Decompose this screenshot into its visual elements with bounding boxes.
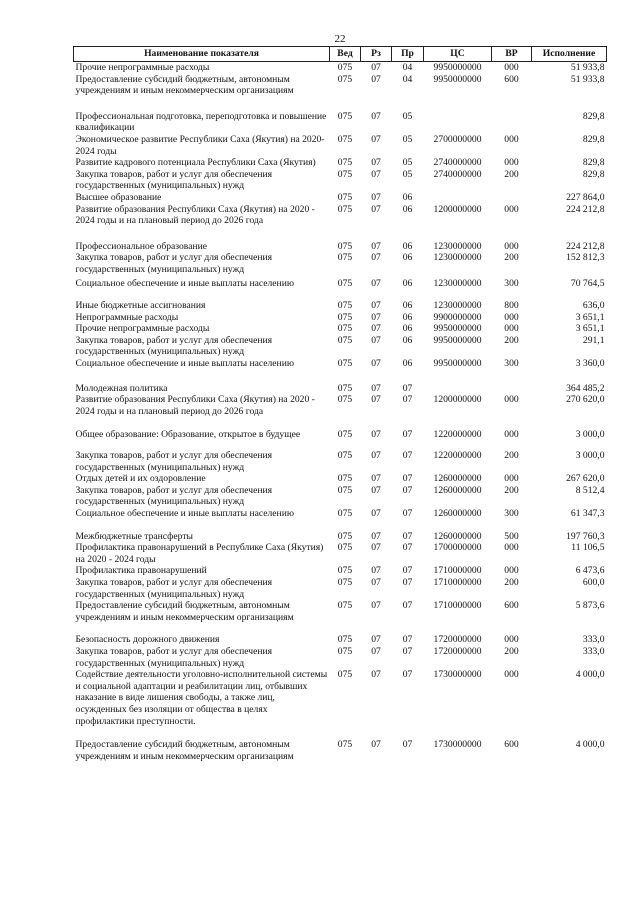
cell-rz: 07 (371, 394, 381, 406)
cell-pr: 06 (402, 252, 413, 264)
cell-ved: 075 (337, 62, 353, 73)
cell-rz: 07 (371, 157, 381, 169)
cell-ved: 075 (337, 323, 353, 335)
cell-exec: 51 933,8 (570, 73, 605, 85)
cell-cs: 1720000000 (433, 645, 482, 657)
row-spacer (74, 370, 607, 383)
cell-name: Экономическое развитие Республики Саха (Якутия) на 2020-2024 годы (75, 133, 325, 157)
cell-cs: 2740000000 (433, 168, 482, 180)
cell-pr: 07 (402, 600, 413, 612)
cell-exec: 70 764,5 (570, 277, 605, 289)
cell-vr: 200 (504, 484, 519, 496)
cell-exec: 829,8 (582, 133, 605, 145)
table-row (74, 300, 607, 312)
cell-vr: 500 (504, 530, 519, 542)
cell-exec: 197 760,3 (566, 530, 605, 542)
cell-vr: 600 (504, 600, 519, 612)
cell-vr: 300 (504, 358, 519, 370)
cell-vr: 300 (504, 277, 519, 289)
cell-vr: 600 (504, 73, 519, 85)
cell-name: Социальное обеспечение и иные выплаты населению (75, 277, 294, 289)
cell-name: Общее образование: Образование, открытое в будущее (75, 429, 301, 441)
cell-ved: 075 (337, 157, 353, 169)
cell-name: Развитие образования Республики Саха (Якутия) на 2020 - 2024 годы и на плановый период до 2026 года (75, 203, 315, 227)
table-row (74, 62, 607, 74)
cell-rz: 07 (371, 203, 381, 215)
cell-exec: 3 651,1 (575, 311, 605, 323)
cell-cs: 1230000000 (433, 300, 482, 312)
cell-pr: 06 (402, 323, 413, 335)
cell-cs: 1710000000 (433, 576, 482, 588)
cell-ved: 075 (337, 645, 353, 657)
cell-pr: 06 (402, 277, 413, 289)
cell-exec: 267 620,0 (566, 473, 605, 485)
cell-cs: 1230000000 (433, 252, 482, 264)
table-row (74, 111, 607, 134)
cell-vr: 000 (504, 157, 519, 169)
cell-ved: 075 (337, 334, 353, 346)
cell-cs (424, 383, 492, 395)
cell-pr: 06 (402, 203, 413, 215)
cell-rz: 07 (371, 323, 381, 335)
table-row (74, 383, 607, 395)
cell-cs: 1220000000 (433, 450, 482, 462)
cell-rz: 07 (371, 484, 381, 496)
cell-rz: 07 (371, 542, 381, 554)
table-row (74, 485, 607, 508)
table-row (74, 394, 607, 417)
cell-rz: 07 (371, 168, 381, 180)
cell-ved: 075 (337, 133, 353, 145)
table-row (74, 358, 607, 370)
table-row (74, 565, 607, 577)
table-body (74, 62, 607, 763)
cell-ved: 075 (337, 530, 353, 542)
table-row (74, 531, 607, 543)
cell-name: Молодежная политика (75, 382, 168, 394)
cell-exec: 333,0 (582, 645, 605, 657)
table-row (74, 577, 607, 600)
table-row (74, 169, 607, 192)
header-name: Наименование показателя (74, 47, 330, 62)
cell-pr: 04 (402, 62, 413, 73)
cell-exec: 3 000,0 (575, 450, 605, 462)
cell-pr: 06 (402, 334, 413, 346)
cell-rz: 07 (371, 429, 381, 441)
table-row (74, 278, 607, 290)
cell-pr: 05 (402, 168, 413, 180)
row-spacer (74, 520, 607, 531)
cell-cs: 1730000000 (433, 669, 482, 681)
cell-vr: 600 (504, 739, 519, 751)
cell-cs: 9950000000 (433, 358, 482, 370)
cell-rz: 07 (371, 110, 381, 122)
cell-vr: 200 (504, 450, 519, 462)
cell-name: Профессиональное образование (75, 240, 207, 252)
cell-pr: 07 (402, 450, 413, 462)
cell-pr: 06 (402, 311, 413, 323)
cell-name: Профилактика правонарушений в Республике Саха (Якутия) на 2020 - 2024 годы (75, 542, 324, 565)
cell-exec: 11 106,5 (571, 542, 605, 554)
row-spacer (74, 417, 607, 429)
cell-cs: 1720000000 (433, 634, 482, 646)
cell-cs: 1220000000 (433, 429, 482, 441)
cell-ved: 075 (337, 277, 353, 289)
cell-exec: 291,1 (582, 334, 605, 346)
header-ved: Вед (330, 47, 361, 62)
cell-pr: 07 (402, 530, 413, 542)
cell-pr: 07 (402, 382, 413, 394)
cell-rz: 07 (371, 277, 381, 289)
cell-ved: 075 (337, 576, 353, 588)
cell-ved: 075 (337, 542, 353, 554)
table-row (74, 739, 607, 762)
header-cs: ЦС (424, 47, 492, 62)
cell-exec: 3 651,1 (575, 323, 605, 335)
table-row (74, 74, 607, 97)
cell-exec: 61 347,3 (570, 508, 605, 519)
cell-ved: 075 (337, 565, 353, 577)
cell-vr: 000 (504, 203, 519, 215)
cell-pr: 07 (402, 484, 413, 496)
cell-name: Межбюджетные трансферты (75, 530, 193, 542)
cell-cs: 1230000000 (433, 240, 482, 252)
table-row (74, 192, 607, 204)
table-row (74, 323, 607, 335)
table-row (74, 157, 607, 169)
cell-name: Закупка товаров, работ и услуг для обеспечения государственных (муниципальных) нужд (75, 645, 273, 669)
cell-cs: 9900000000 (433, 311, 482, 323)
cell-name: Высшее образование (75, 191, 162, 203)
cell-vr: 200 (504, 334, 519, 346)
header-pr: Пр (392, 47, 424, 62)
cell-pr: 07 (402, 508, 413, 519)
cell-name: Прочие непрограммные расходы (75, 62, 210, 73)
cell-pr: 07 (402, 542, 413, 554)
row-spacer (74, 227, 607, 241)
cell-rz: 07 (371, 565, 381, 577)
cell-ved: 075 (337, 203, 353, 215)
cell-name: Развитие образования Республики Саха (Якутия) на 2020 - 2024 годы и на плановый период до 2026 года (75, 394, 315, 417)
table-row (74, 600, 607, 623)
cell-vr (492, 111, 532, 134)
table-row (74, 252, 607, 275)
budget-table-container (73, 46, 606, 762)
cell-name: Иные бюджетные ассигнования (75, 300, 206, 312)
cell-vr (492, 383, 532, 395)
cell-exec: 3 360,0 (575, 358, 605, 370)
cell-cs: 1710000000 (433, 565, 482, 577)
cell-vr: 000 (504, 565, 519, 577)
cell-rz: 07 (371, 191, 381, 203)
cell-pr: 07 (402, 576, 413, 588)
cell-rz: 07 (371, 473, 381, 485)
cell-vr: 000 (504, 62, 519, 73)
cell-ved: 075 (337, 252, 353, 264)
cell-ved: 075 (337, 300, 353, 312)
cell-vr: 000 (504, 323, 519, 335)
cell-cs: 2700000000 (433, 133, 482, 145)
cell-exec: 4 000,0 (575, 739, 605, 751)
cell-rz: 07 (371, 576, 381, 588)
cell-name: Закупка товаров, работ и услуг для обеспечения государственных (муниципальных) нужд (75, 450, 273, 473)
table-row (74, 312, 607, 324)
cell-vr: 200 (504, 576, 519, 588)
cell-exec: 600,0 (582, 576, 605, 588)
cell-rz: 07 (371, 311, 381, 323)
cell-name: Непрограммные расходы (75, 311, 179, 323)
cell-pr: 06 (402, 358, 413, 370)
cell-vr: 000 (504, 669, 519, 681)
cell-exec: 152 812,3 (566, 252, 605, 264)
cell-ved: 075 (337, 634, 353, 646)
cell-exec: 333,0 (582, 634, 605, 646)
cell-vr: 000 (504, 394, 519, 406)
cell-cs: 9950000000 (433, 334, 482, 346)
page-number: 22 (334, 33, 346, 45)
cell-cs: 1730000000 (433, 739, 482, 751)
cell-vr: 000 (504, 240, 519, 252)
header-vr: ВР (492, 47, 532, 62)
cell-exec: 3 000,0 (575, 429, 605, 441)
cell-cs: 1260000000 (433, 530, 482, 542)
cell-ved: 075 (337, 739, 353, 751)
cell-pr: 07 (402, 473, 413, 485)
cell-exec: 829,8 (582, 168, 605, 180)
cell-pr: 06 (402, 300, 413, 312)
cell-pr: 07 (402, 669, 413, 681)
cell-rz: 07 (371, 450, 381, 462)
cell-ved: 075 (337, 73, 353, 85)
cell-ved: 075 (337, 358, 353, 370)
cell-rz: 07 (371, 252, 381, 264)
cell-cs: 9950000000 (433, 323, 482, 335)
cell-vr: 200 (504, 645, 519, 657)
cell-ved: 075 (337, 484, 353, 496)
cell-name: Предоставление субсидий бюджетным, автономным учреждениям и иным некоммерческим организациям (75, 600, 294, 623)
cell-ved: 075 (337, 473, 353, 485)
header-rz: Рз (361, 47, 392, 62)
cell-name: Закупка товаров, работ и услуг для обеспечения государственных (муниципальных) нужд (75, 484, 273, 508)
cell-pr: 07 (402, 565, 413, 577)
cell-ved: 075 (337, 240, 353, 252)
cell-ved: 075 (337, 168, 353, 180)
cell-cs: 1200000000 (433, 394, 482, 406)
table-row (74, 669, 607, 727)
cell-vr: 000 (504, 429, 519, 441)
cell-cs: 1260000000 (433, 484, 482, 496)
cell-cs: 2740000000 (433, 157, 482, 169)
cell-exec: 270 620,0 (566, 394, 605, 406)
cell-name: Закупка товаров, работ и услуг для обеспечения государственных (муниципальных) нужд (75, 334, 273, 358)
cell-ved: 075 (337, 508, 353, 519)
cell-ved: 075 (337, 311, 353, 323)
table-row (74, 241, 607, 253)
table-row (74, 429, 607, 441)
cell-cs (424, 192, 492, 204)
budget-table (73, 46, 607, 762)
row-spacer (74, 289, 607, 300)
table-row (74, 542, 607, 565)
cell-vr: 300 (504, 508, 519, 519)
cell-rz: 07 (371, 634, 381, 646)
cell-cs: 1260000000 (433, 473, 482, 485)
cell-rz: 07 (371, 739, 381, 751)
cell-pr: 07 (402, 429, 413, 441)
row-spacer (74, 623, 607, 634)
cell-exec: 5 873,6 (575, 600, 605, 612)
cell-vr: 200 (504, 252, 519, 264)
cell-name: Социальное обеспечение и иные выплаты населению (75, 358, 294, 370)
cell-ved: 075 (337, 191, 353, 203)
cell-name: Развитие кадрового потенциала Республики Саха (Якутия) (75, 157, 316, 169)
cell-cs: 1710000000 (433, 600, 482, 612)
cell-ved: 075 (337, 382, 353, 394)
cell-name: Профилактика правонарушений (75, 565, 207, 577)
cell-name: Закупка товаров, работ и услуг для обеспечения государственных (муниципальных) нужд (75, 168, 273, 192)
cell-exec: 51 933,8 (570, 62, 605, 73)
cell-exec: 636,0 (582, 300, 605, 312)
table-row (74, 335, 607, 358)
cell-exec: 829,8 (582, 110, 605, 122)
cell-pr: 04 (402, 73, 413, 85)
cell-name: Отдых детей и их оздоровление (75, 473, 206, 485)
cell-ved: 075 (337, 600, 353, 612)
table-row (74, 134, 607, 157)
cell-cs (424, 111, 492, 134)
cell-rz: 07 (371, 669, 381, 681)
cell-name: Социальное обеспечение и иные выплаты населению (75, 508, 294, 519)
cell-cs: 1700000000 (433, 542, 482, 554)
cell-ved: 075 (337, 450, 353, 462)
cell-name: Предоставление субсидий бюджетным, автономным учреждениям и иным некоммерческим организациям (75, 739, 294, 762)
cell-ved: 075 (337, 669, 353, 681)
cell-pr: 07 (402, 739, 413, 751)
cell-vr: 000 (504, 473, 519, 485)
cell-vr: 000 (504, 542, 519, 554)
cell-rz: 07 (371, 334, 381, 346)
cell-name: Безопасность дорожного движения (75, 634, 220, 646)
cell-vr: 000 (504, 634, 519, 646)
cell-vr (492, 192, 532, 204)
cell-rz: 07 (371, 133, 381, 145)
cell-pr: 07 (402, 394, 413, 406)
cell-rz: 07 (371, 600, 381, 612)
cell-cs: 1260000000 (433, 508, 482, 519)
cell-cs: 9950000000 (433, 73, 482, 85)
cell-pr: 07 (402, 634, 413, 646)
table-row (74, 473, 607, 485)
cell-pr: 06 (402, 191, 413, 203)
cell-ved: 075 (337, 110, 353, 122)
table-row (74, 634, 607, 646)
cell-pr: 05 (402, 157, 413, 169)
cell-cs: 9950000000 (433, 62, 482, 73)
cell-name: Профессиональная подготовка, переподготовка и повышение квалификации (75, 110, 327, 134)
cell-exec: 364 485,2 (566, 382, 605, 394)
row-spacer (74, 97, 607, 111)
cell-exec: 224 212,8 (566, 240, 605, 252)
table-row (74, 204, 607, 227)
cell-rz: 07 (371, 62, 381, 73)
table-header-row (74, 47, 607, 62)
cell-pr: 05 (402, 133, 413, 145)
cell-rz: 07 (371, 508, 381, 519)
cell-pr: 05 (402, 110, 413, 122)
cell-cs: 1230000000 (433, 277, 482, 289)
cell-cs: 1200000000 (433, 203, 482, 215)
cell-ved: 075 (337, 429, 353, 441)
cell-ved: 075 (337, 394, 353, 406)
table-row (74, 646, 607, 669)
table-row (74, 450, 607, 473)
cell-rz: 07 (371, 300, 381, 312)
row-spacer (74, 441, 607, 450)
cell-rz: 07 (371, 73, 381, 85)
cell-vr: 800 (504, 300, 519, 312)
cell-name: Предоставление субсидий бюджетным, автономным учреждениям и иным некоммерческим организациям (75, 73, 294, 97)
cell-vr: 200 (504, 168, 519, 180)
cell-rz: 07 (371, 645, 381, 657)
cell-exec: 224 212,8 (566, 203, 605, 215)
cell-name: Прочие непрограммные расходы (75, 323, 210, 335)
cell-vr: 000 (504, 133, 519, 145)
row-spacer (74, 727, 607, 739)
cell-exec: 8 512,4 (575, 484, 605, 496)
cell-rz: 07 (371, 530, 381, 542)
cell-pr: 06 (402, 240, 413, 252)
cell-exec: 6 473,6 (575, 565, 605, 577)
cell-exec: 829,8 (582, 157, 605, 169)
cell-name: Закупка товаров, работ и услуг для обеспечения государственных (муниципальных) нужд (75, 252, 273, 275)
cell-name: Закупка товаров, работ и услуг для обеспечения государственных (муниципальных) нужд (75, 576, 273, 600)
table-row (74, 508, 607, 520)
cell-pr: 07 (402, 645, 413, 657)
cell-exec: 227 864,0 (566, 191, 605, 203)
cell-exec: 4 000,0 (575, 669, 605, 681)
cell-rz: 07 (371, 240, 381, 252)
header-exec: Исполнение (532, 47, 607, 62)
cell-rz: 07 (371, 358, 381, 370)
cell-rz: 07 (371, 382, 381, 394)
cell-name: Содействие деятельности уголовно-исполнительной системы и социальной адаптации и реабилитации лиц, отбывших наказание в виде лишения свободы, а также лиц, осужденных без изоляции от общества в целях профилактики преступности. (75, 669, 328, 727)
cell-vr: 000 (504, 311, 519, 323)
